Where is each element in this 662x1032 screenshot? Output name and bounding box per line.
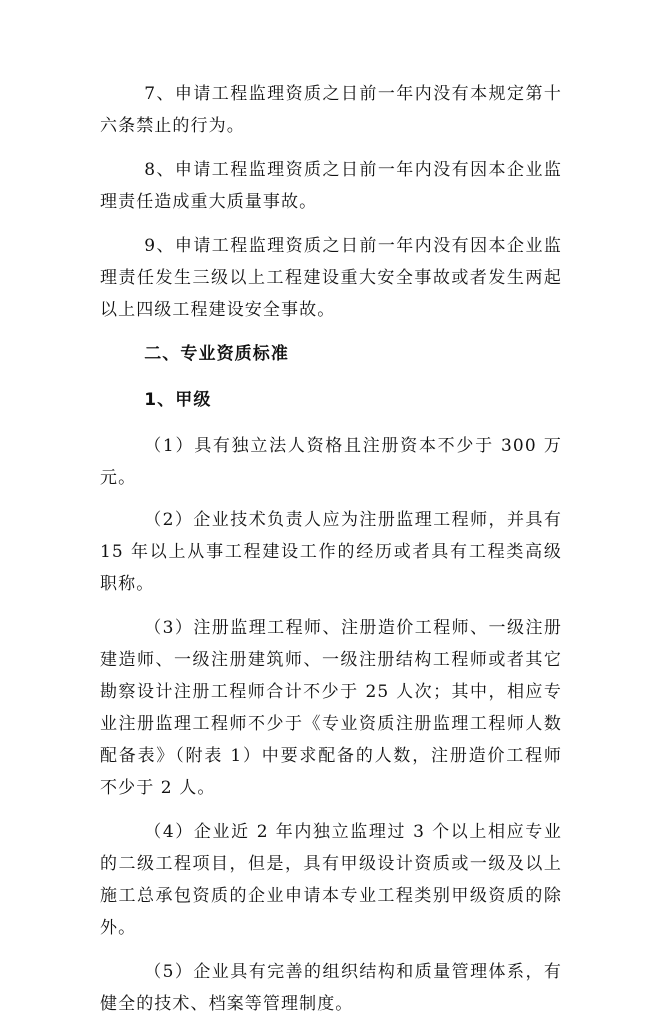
section-heading: 二、专业资质标准 xyxy=(144,344,289,364)
requirement-item-2: （2）企业技术负责人应为注册监理工程师，并具有 15 年以上从事工程建设工作的经历或者具有工程类高级职称。 xyxy=(100,510,562,594)
paragraph-item-7: 7、申请工程监理资质之日前一年内没有本规定第十六条禁止的行为。 xyxy=(100,84,562,136)
document-page xyxy=(100,78,562,1032)
requirement-item-4: （4）企业近 2 年内独立监理过 3 个以上相应专业的二级工程项目，但是，具有甲级设计资质或一级及以上施工总承包资质的企业申请本专业工程类别甲级资质的除外。 xyxy=(100,822,562,938)
requirement-item-3: （3）注册监理工程师、注册造价工程师、一级注册建造师、一级注册建筑师、一级注册结构工程师或者其它勘察设计注册工程师合计不少于 25 人次；其中，相应专业注册监理工程师不少于《专业资质注册监理工程师人数配备表》（附表 1）中要求配备的人数，注册造价工程师不少于 2 人。 xyxy=(100,618,562,798)
requirement-item-1: （1）具有独立法人资格且注册资本不少于 300 万元。 xyxy=(100,436,562,488)
requirement-item-5: （5）企业具有完善的组织结构和质量管理体系，有健全的技术、档案等管理制度。 xyxy=(100,962,562,1014)
grade-heading: 1、甲级 xyxy=(144,390,212,410)
paragraph-item-9: 9、申请工程监理资质之日前一年内没有因本企业监理责任发生三级以上工程建设重大安全事故或者发生两起以上四级工程建设安全事故。 xyxy=(100,236,562,320)
paragraph-item-8: 8、申请工程监理资质之日前一年内没有因本企业监理责任造成重大质量事故。 xyxy=(100,160,562,212)
